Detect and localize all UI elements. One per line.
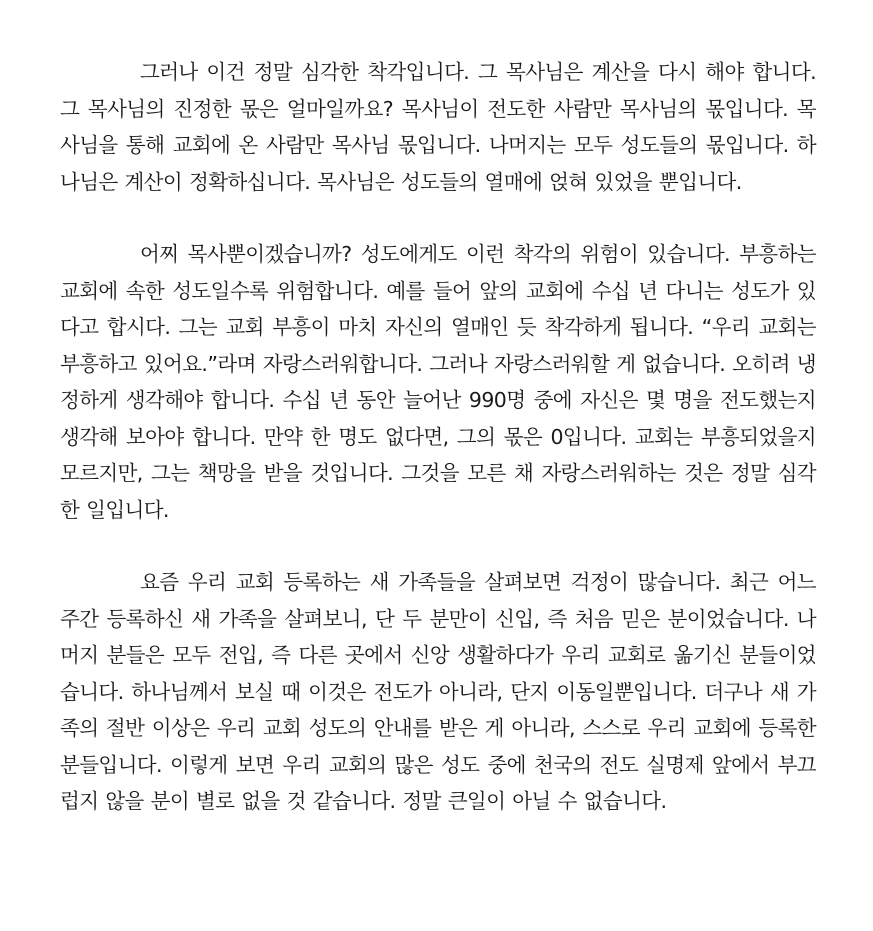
paragraph-2: 어찌 목사뿐이겠습니까? 성도에게도 이런 착각의 위험이 있습니다. 부흥하는 교회에 속한 성도일수록 위험합니다. 예를 들어 앞의 교회에 수십 년 다니는 성도가 있다고 합시다. 그는 교회 부흥이 마치 자신의 열매인 듯 착각하게 됩니다. “우리 교회는 부흥하고 있어요.”라며 자랑스러워합니다. 그러나 자랑스러워할 게 없습니다. 오히려 냉정하게 생각해야 합니다. 수십 년 동안 늘어난 990명 중에 자신은 몇 명을 전도했는지 생각해 보아야 합니다. 만약 한 명도 없다면, 그의 몫은 0입니다. 교회는 부흥되었을지 모르지만, 그는 책망을 받을 것입니다. 그것을 모른 채 자랑스러워하는 것은 정말 심각한 일입니다.	[60, 242, 816, 522]
document-body	[60, 54, 816, 820]
paragraph-3: 요즘 우리 교회 등록하는 새 가족들을 살펴보면 걱정이 많습니다. 최근 어느 주간 등록하신 새 가족을 살펴보니, 단 두 분만이 신입, 즉 처음 믿은 분이었습니다. 나머지 분들은 모두 전입, 즉 다른 곳에서 신앙 생활하다가 우리 교회로 옮기신 분들이었습니다. 하나님께서 보실 때 이것은 전도가 아니라, 단지 이동일뿐입니다. 더구나 새 가족의 절반 이상은 우리 교회 성도의 안내를 받은 게 아니라, 스스로 우리 교회에 등록한 분들입니다. 이렇게 보면 우리 교회의 많은 성도 중에 천국의 전도 실명제 앞에서 부끄럽지 않을 분이 별로 없을 것 같습니다. 정말 큰일이 아닐 수 없습니다.	[60, 570, 816, 813]
paragraph-1: 그러나 이건 정말 심각한 착각입니다. 그 목사님은 계산을 다시 해야 합니다. 그 목사님의 진정한 몫은 얼마일까요? 목사님이 전도한 사람만 목사님의 몫입니다. 목사님을 통해 교회에 온 사람만 목사님 몫입니다. 나머지는 모두 성도들의 몫입니다. 하나님은 계산이 정확하십니다. 목사님은 성도들의 열매에 얹혀 있었을 뿐입니다.	[60, 60, 816, 194]
